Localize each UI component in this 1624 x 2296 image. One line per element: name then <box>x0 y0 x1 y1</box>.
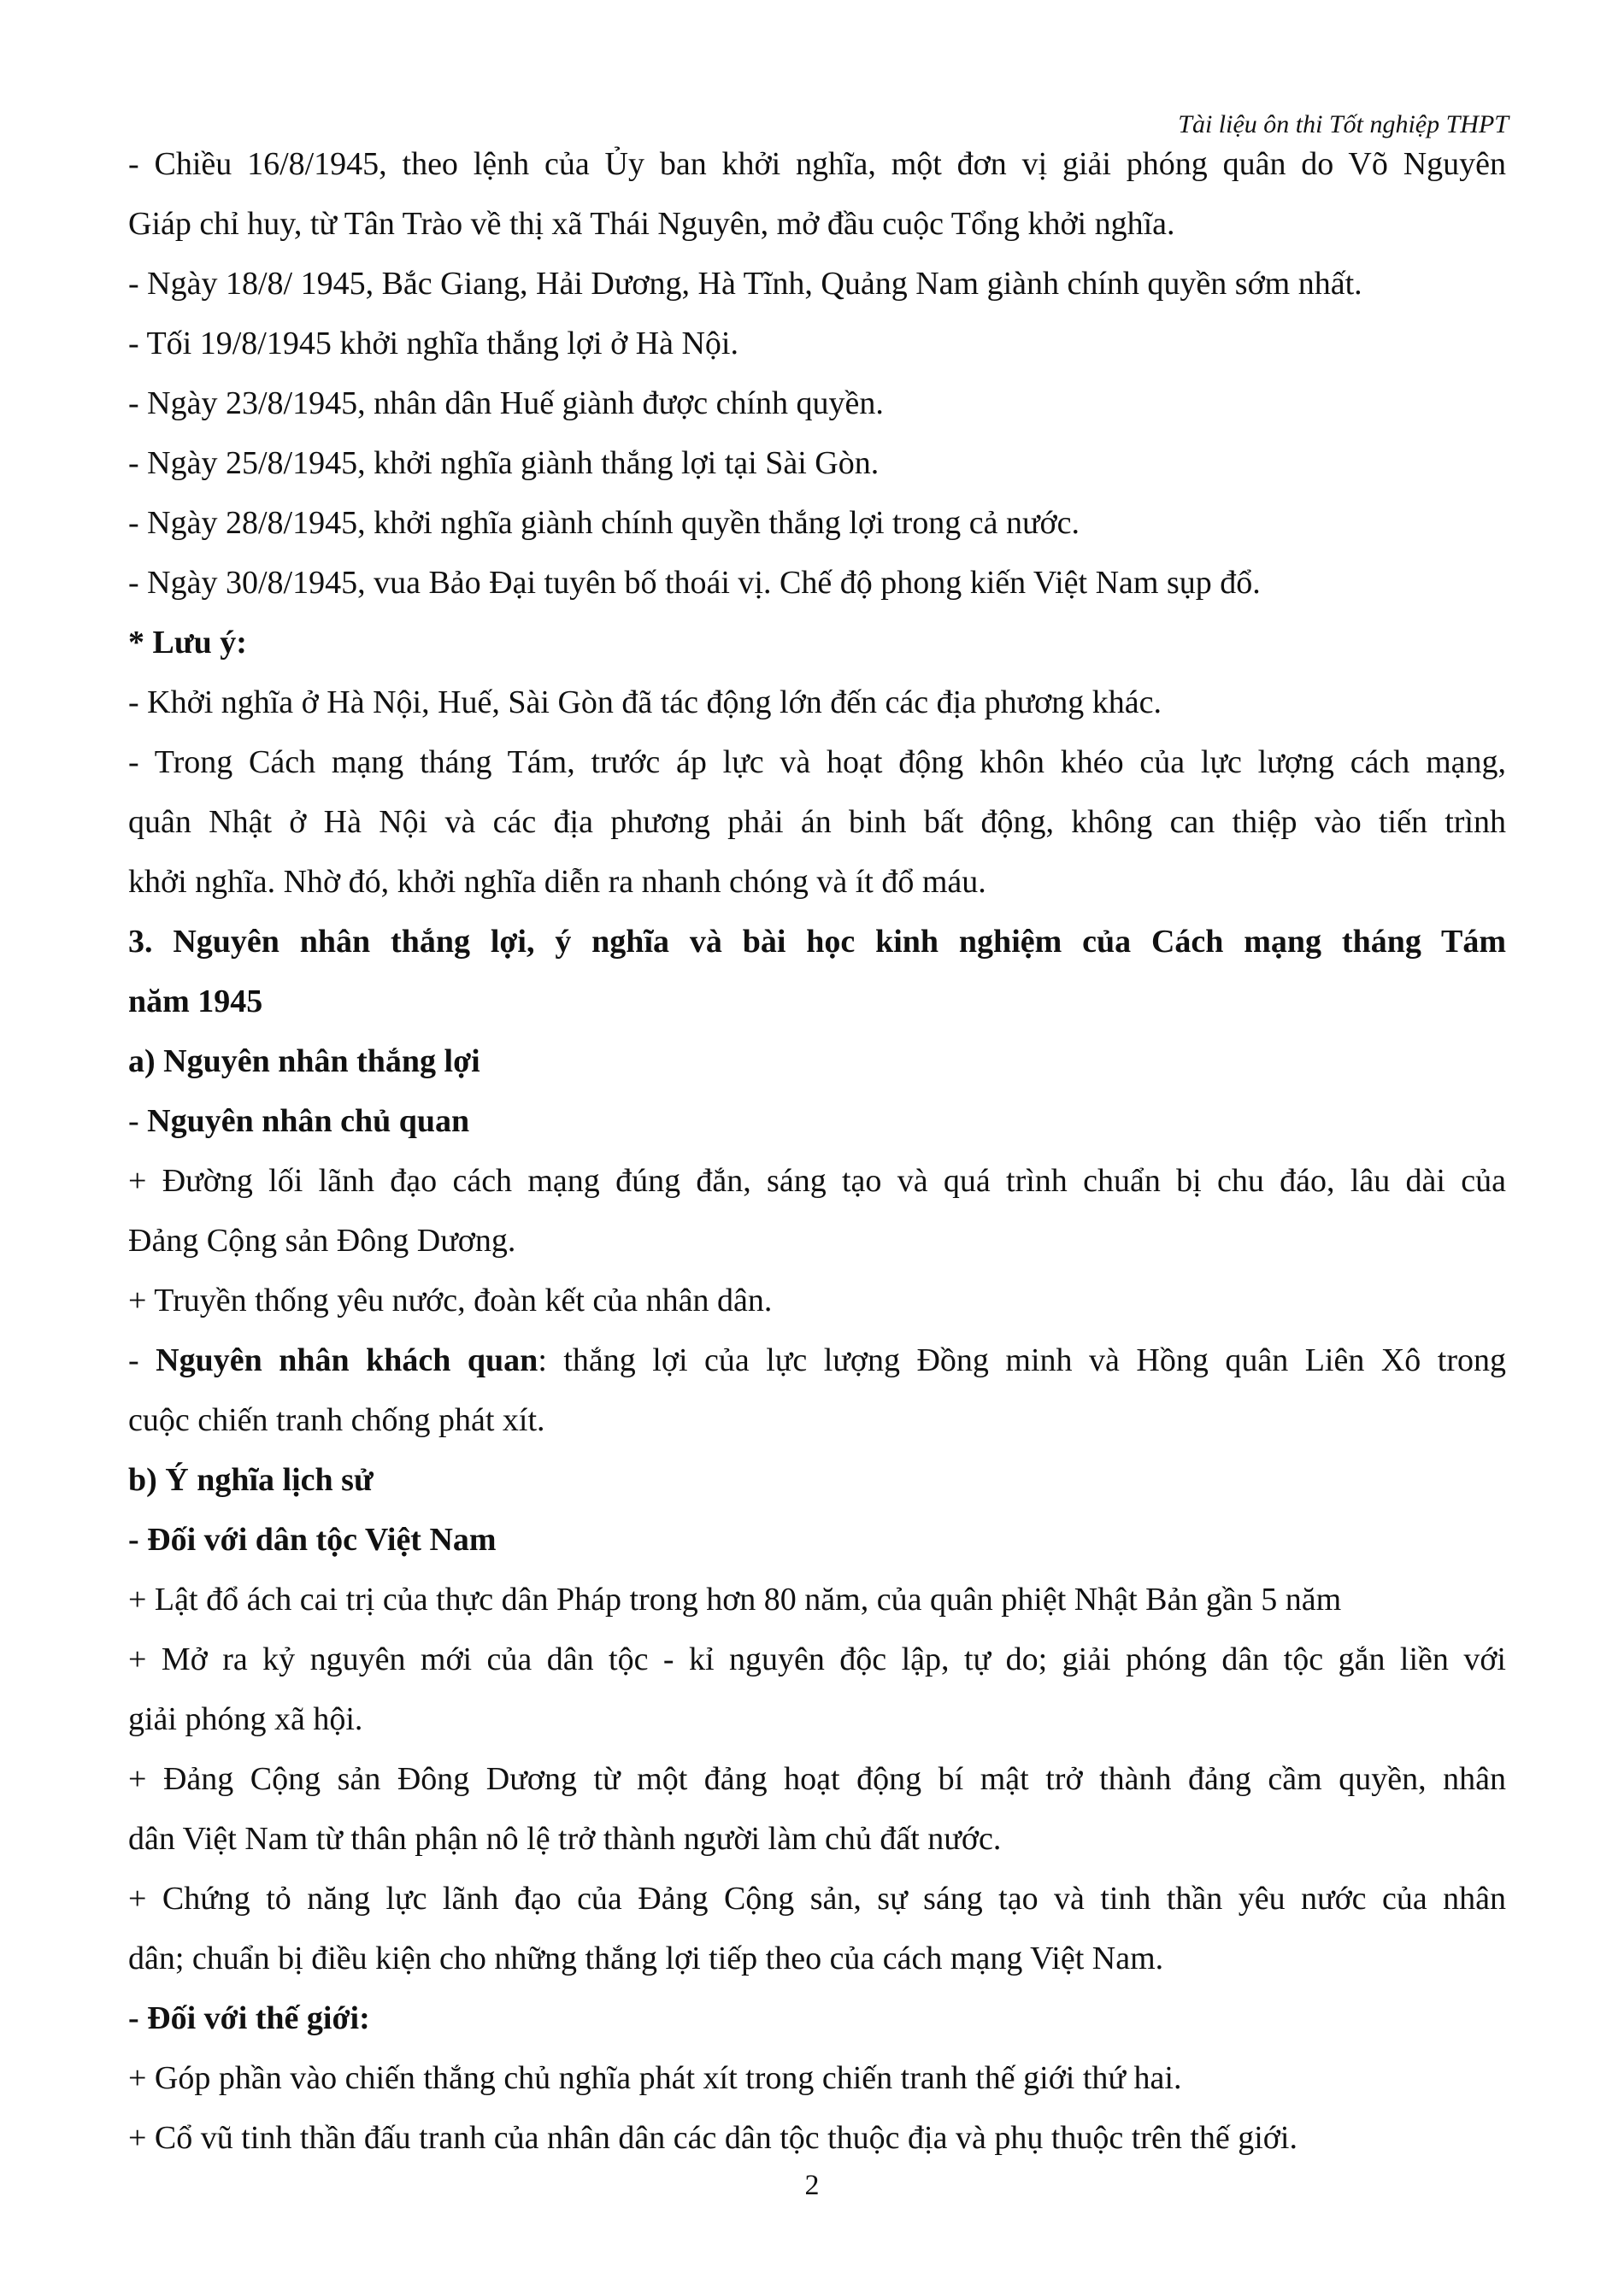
paragraph-line: dân; chuẩn bị điều kiện cho những thắng lợi tiếp theo của cách mạng Việt Nam. <box>128 1941 1164 1976</box>
paragraph-line: + Góp phần vào chiến thắng chủ nghĩa phát xít trong chiến tranh thế giới thứ hai. <box>128 2060 1182 2096</box>
subheading-line <box>128 1091 1506 1151</box>
paragraph-line: giải phóng xã hội. <box>128 1701 363 1737</box>
paragraph-line: + Truyền thống yêu nước, đoàn kết của nhân dân. <box>128 1283 773 1318</box>
subsection-heading: b) Ý nghĩa lịch sử <box>128 1462 374 1498</box>
paragraph-line: - Ngày 25/8/1945, khởi nghĩa giành thắng lợi tại Sài Gòn. <box>128 445 880 481</box>
note-heading: * Lưu ý: <box>128 625 247 661</box>
paragraph-line: - Ngày 18/8/ 1945, Bắc Giang, Hải Dương, Hà Tĩnh, Quảng Nam giành chính quyền sớm nhất. <box>128 266 1362 302</box>
subheading-text: Nguyên nhân khách quan <box>156 1342 538 1378</box>
paragraph-line: Giáp chỉ huy, từ Tân Trào về thị xã Thái Nguyên, mở đầu cuộc Tổng khởi nghĩa. <box>128 206 1175 242</box>
paragraph-line: + Đảng Cộng sản Đông Dương từ một đảng hoạt động bí mật trở thành đảng cầm quyền, nhân <box>128 1761 1506 1797</box>
subheading-line: - Đối với thế giới: <box>128 2000 370 2036</box>
paragraph-line: khởi nghĩa. Nhờ đó, khởi nghĩa diễn ra nhanh chóng và ít đổ máu. <box>128 864 986 900</box>
paragraph-line <box>128 1330 1506 1390</box>
page-number: 2 <box>804 2170 820 2201</box>
paragraph-line: - Chiều 16/8/1945, theo lệnh của Ủy ban khởi nghĩa, một đơn vị giải phóng quân do Võ Nguyên <box>128 146 1506 182</box>
paragraph-line: - Trong Cách mạng tháng Tám, trước áp lực và hoạt động khôn khéo của lực lượng cách mạng, <box>128 744 1506 780</box>
subsection-heading: a) Nguyên nhân thắng lợi <box>128 1043 480 1079</box>
paragraph-line: + Mở ra kỷ nguyên mới của dân tộc - kỉ nguyên độc lập, tự do; giải phóng dân tộc gắn liền với <box>128 1641 1506 1677</box>
paragraph-line: - Ngày 23/8/1945, nhân dân Huế giành được chính quyền. <box>128 385 884 421</box>
section-heading-continued: năm 1945 <box>128 984 263 1019</box>
paragraph-line: Đảng Cộng sản Đông Dương. <box>128 1223 516 1259</box>
paragraph-line: + Cổ vũ tinh thần đấu tranh của nhân dân các dân tộc thuộc địa và phụ thuộc trên thế giới. <box>128 2120 1297 2156</box>
paragraph-line: + Đường lối lãnh đạo cách mạng đúng đắn, sáng tạo và quá trình chuẩn bị chu đáo, lâu dài của <box>128 1163 1506 1199</box>
paragraph-line: - Ngày 30/8/1945, vua Bảo Đại tuyên bố thoái vị. Chế độ phong kiến Việt Nam sụp đổ. <box>128 565 1261 601</box>
paragraph-line: - Tối 19/8/1945 khởi nghĩa thắng lợi ở Hà Nội. <box>128 326 738 361</box>
paragraph-line: - Khởi nghĩa ở Hà Nội, Huế, Sài Gòn đã tác động lớn đến các địa phương khác. <box>128 684 1162 720</box>
subheading-line: - Đối với dân tộc Việt Nam <box>128 1522 497 1558</box>
paragraph-line: + Chứng tỏ năng lực lãnh đạo của Đảng Cộng sản, sự sáng tạo và tinh thần yêu nước của nhân <box>128 1881 1506 1917</box>
dash-prefix: - <box>128 1342 156 1378</box>
document-body <box>128 134 1506 2168</box>
subheading-text: Nguyên nhân chủ quan <box>147 1103 470 1139</box>
paragraph-line: dân Việt Nam từ thân phận nô lệ trở thành người làm chủ đất nước. <box>128 1821 1002 1857</box>
paragraph-line: cuộc chiến tranh chống phát xít. <box>128 1402 545 1438</box>
dash-prefix: - <box>128 1103 148 1139</box>
paragraph-text: : thắng lợi của lực lượng Đồng minh và Hồng quân Liên Xô trong <box>538 1342 1506 1378</box>
section-heading: 3. Nguyên nhân thắng lợi, ý nghĩa và bài học kinh nghiệm của Cách mạng tháng Tám <box>128 924 1506 960</box>
paragraph-line: quân Nhật ở Hà Nội và các địa phương phải án binh bất động, không can thiệp vào tiến trình <box>128 804 1506 840</box>
paragraph-line: + Lật đổ ách cai trị của thực dân Pháp trong hơn 80 năm, của quân phiệt Nhật Bản gần 5 năm <box>128 1582 1342 1618</box>
paragraph-line: - Ngày 28/8/1945, khởi nghĩa giành chính quyền thắng lợi trong cả nước. <box>128 505 1080 541</box>
page-header: Tài liệu ôn thi Tốt nghiệp THPT <box>1178 110 1509 138</box>
